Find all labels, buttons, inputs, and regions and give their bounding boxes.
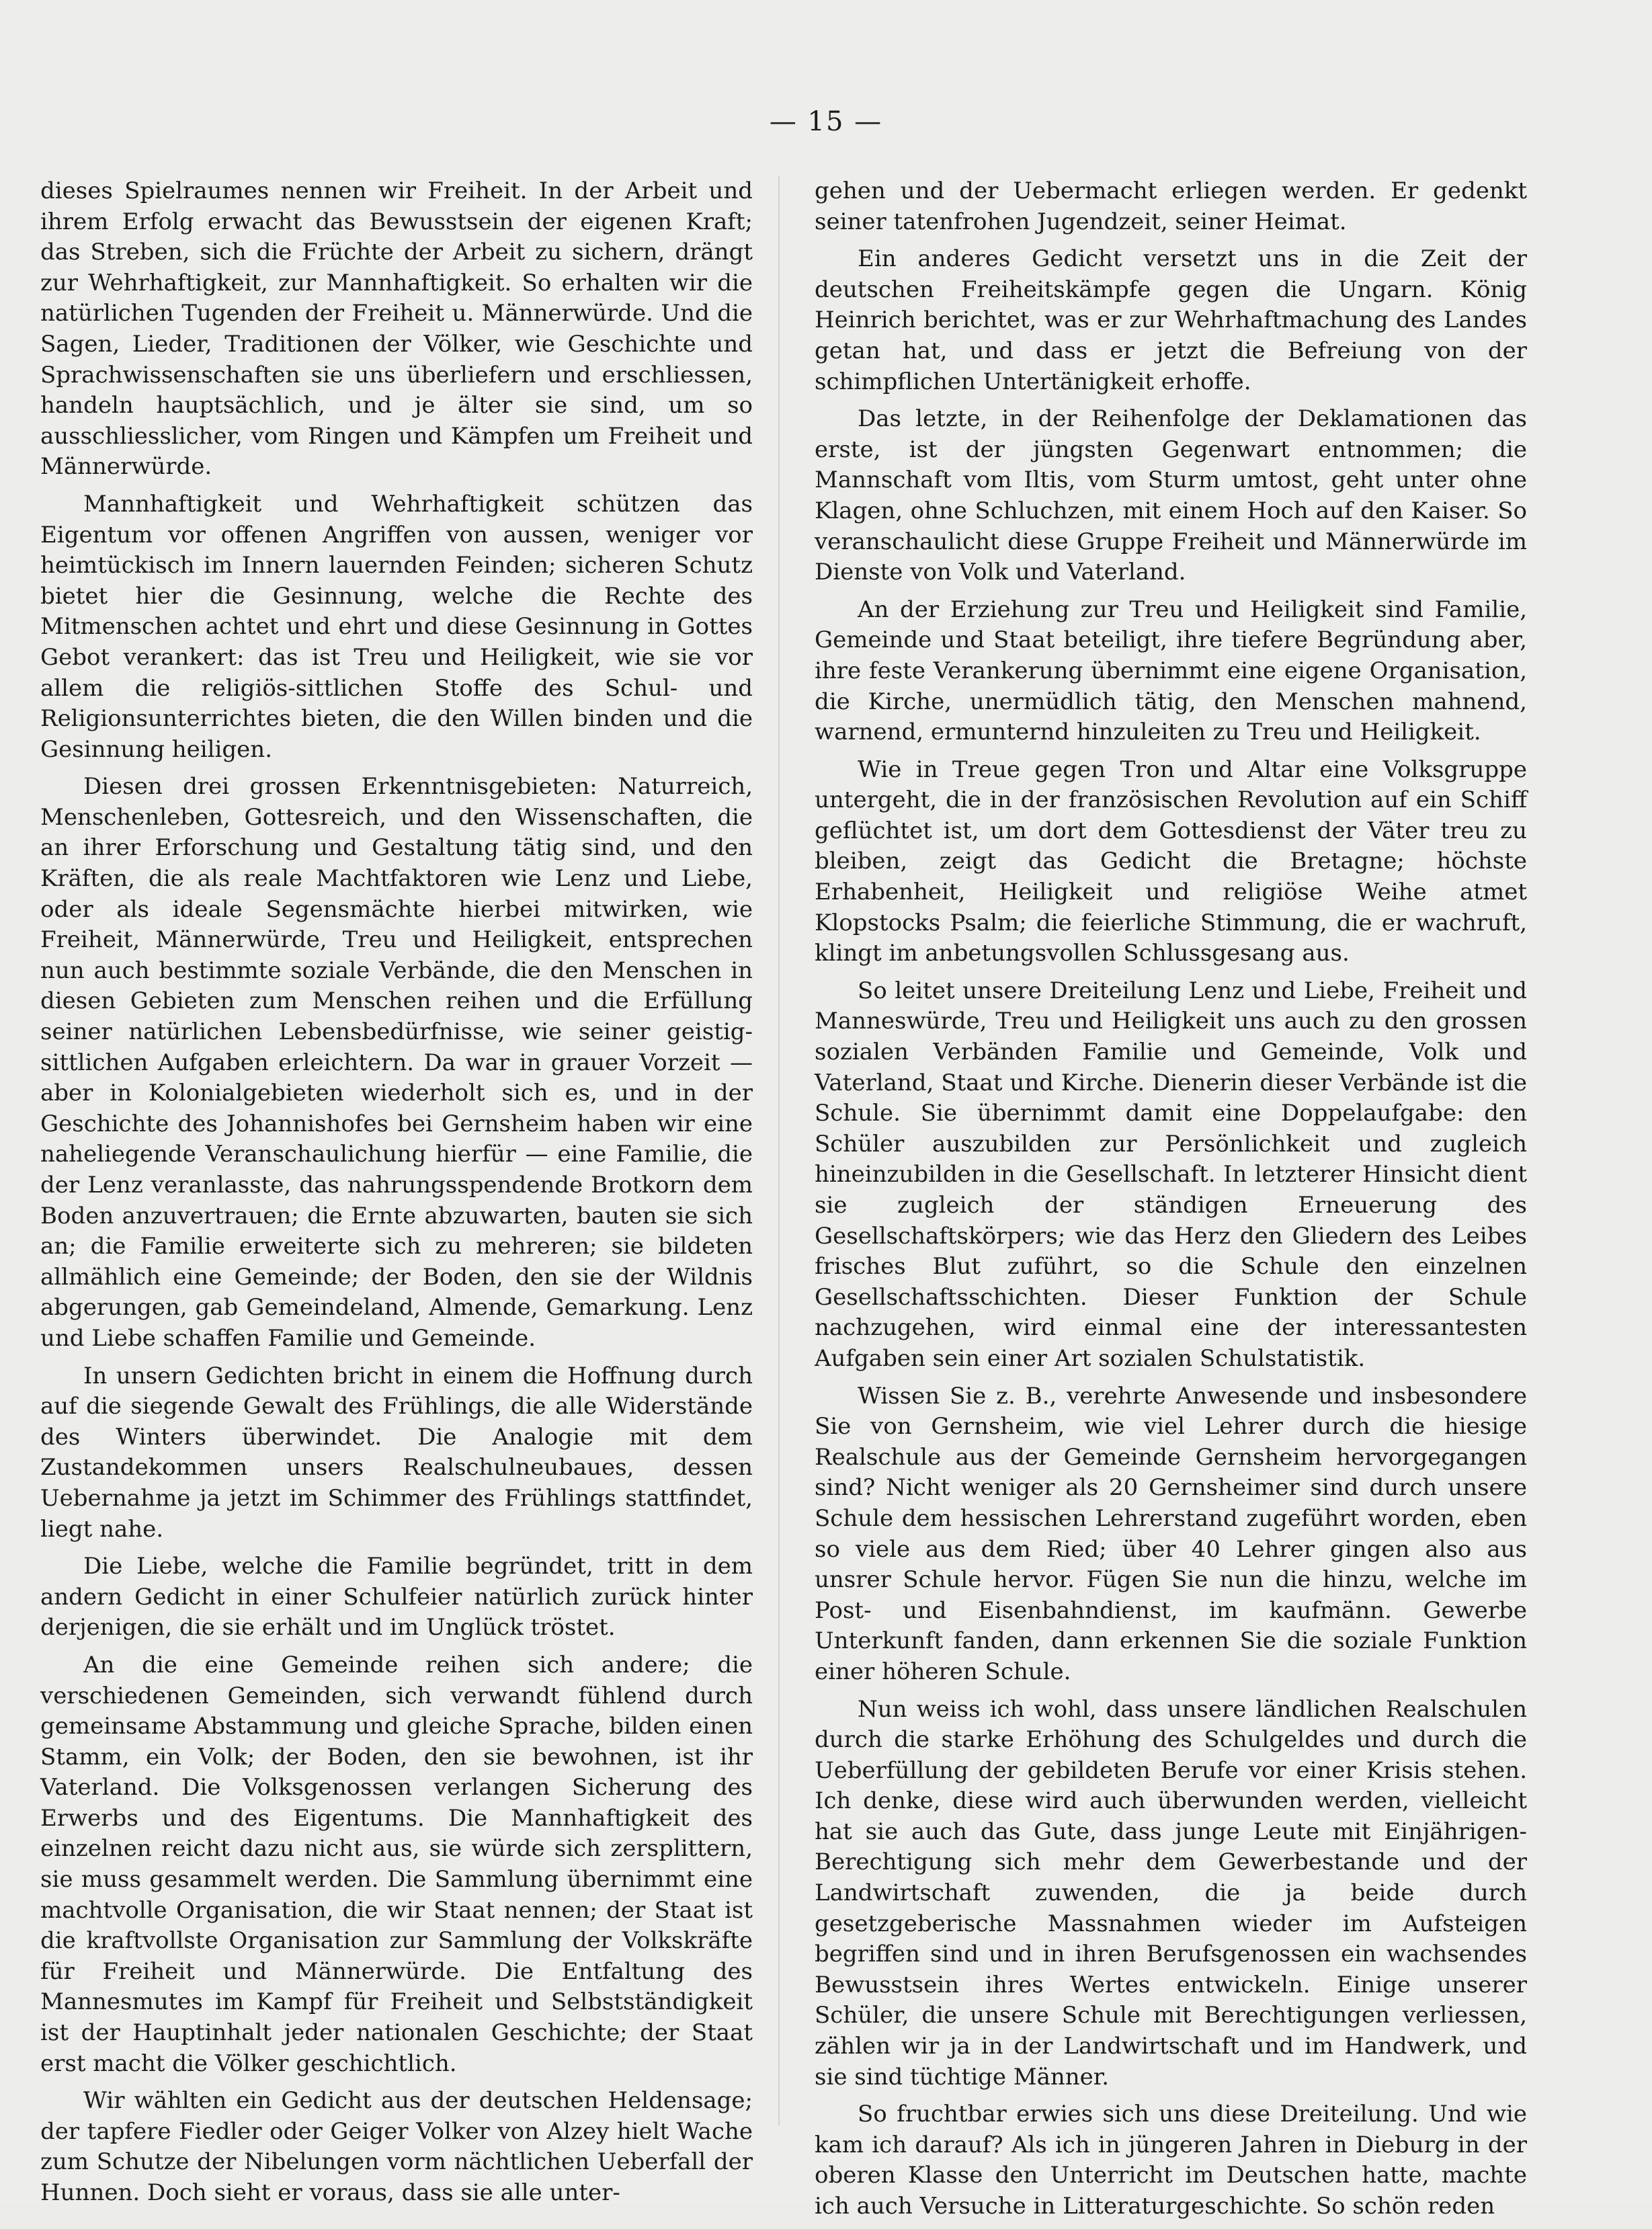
paragraph: An der Erziehung zur Treu und Heiligkeit sind Familie, Gemeinde und Staat beteiligt, ihre tiefere Begründung aber, ihre feste Verankerung übernimmt eine eigene Organisation, die Kirche, unermüdlich tätig, den Menschen mahnend, warnend, ermunternd hinzuleiten zu Treu und Heiligkeit. xyxy=(815,596,1527,746)
paragraph: Das letzte, in der Reihenfolge der Deklamationen das erste, ist der jüngsten Gegenwart entnommen; die Mannschaft vom Iltis, vom Sturm umtost, geht unter ohne Klagen, ohne Schluchzen, mit einem Hoch auf den Kaiser. So veranschaulicht diese Gruppe Freiheit und Männerwürde im Dienste von Volk und Vaterland. xyxy=(815,405,1527,586)
paragraph: dieses Spielraumes nennen wir Freiheit. In der Arbeit und ihrem Erfolg erwacht das Bewusstsein der eigenen Kraft; das Streben, sich die Früchte der Arbeit zu sichern, drängt zur Wehrhaftigkeit, zur Mannhaftigkeit. So erhalten wir die natürlichen Tugenden der Freiheit u. Männerwürde. Und die Sagen, Lieder, Traditionen der Völker, wie Geschichte und Sprachwissenschaften sie uns überliefern und erschliessen, handeln hauptsächlich, und je älter sie sind, um so ausschliesslicher, vom Ringen und Kämpfen um Freiheit und Männerwürde. xyxy=(40,177,753,481)
paragraph: So fruchtbar erwies sich uns diese Dreiteilung. Und wie kam ich darauf? Als ich in jüngeren Jahren in Dieburg in der oberen Klasse den Unterricht im Deutschen hatte, machte ich auch Versuche in Litteraturgeschichte. So schön reden xyxy=(815,2101,1527,2220)
paragraph: An die eine Gemeinde reihen sich andere; die verschiedenen Gemeinden, sich verwandt fühlend durch gemeinsame Abstammung und gleiche Sprache, bilden einen Stamm, ein Volk; der Boden, den sie bewohnen, ist ihr Vaterland. Die Volksgenossen verlangen Sicherung des Erwerbs und des Eigentums. Die Mannhaftigkeit des einzelnen reicht dazu nicht aus, sie würde sich zersplittern, sie muss gesammelt werden. Die Sammlung übernimmt eine machtvolle Organisation, die wir Staat nennen; der Staat ist die kraftvollste Organisation zur Sammlung der Volkskräfte für Freiheit und Männerwürde. Die Entfaltung des Mannesmutes im Kampf für Freiheit und Selbstständigkeit ist der Hauptinhalt jeder nationalen Geschichte; der Staat erst macht die Völker geschichtlich. xyxy=(40,1651,753,2077)
paragraph: So leitet unsere Dreiteilung Lenz und Liebe, Freiheit und Manneswürde, Treu und Heiligkeit uns auch zu den grossen sozialen Verbänden Familie und Gemeinde, Volk und Vaterland, Staat und Kirche. Dienerin dieser Verbände ist die Schule. Sie übernimmt damit eine Doppelaufgabe: den Schüler auszubilden zur Persönlichkeit und zugleich hineinzubilden in die Gesellschaft. In letzterer Hinsicht dient sie zugleich der ständigen Erneuerung des Gesellschaftskörpers; wie das Herz den Gliedern des Leibes frisches Blut zuführt, so die Schule den einzelnen Gesellschaftsschichten. Dieser Funktion der Schule nachzugehen, wird einmal eine der interessantesten Aufgaben sein einer Art sozialen Schulstatistik. xyxy=(815,977,1527,1372)
paragraph: Diesen drei grossen Erkenntnisgebieten: Naturreich, Menschenleben, Gottesreich, und den Wissenschaften, die an ihrer Erforschung und Gestaltung tätig sind, und den Kräften, die als reale Machtfaktoren wie Lenz und Liebe, oder als ideale Segensmächte hierbei mitwirken, wie Freiheit, Männerwürde, Treu und Heiligkeit, entsprechen nun auch bestimmte soziale Verbände, die den Menschen in diesen Gebieten zum Menschen reihen und die Erfüllung seiner natürlichen Lebensbedürfnisse, wie seiner geistig-sittlichen Aufgaben erleichtern. Da war in grauer Vorzeit — aber in Kolonialgebieten wiederholt sich es, und in der Geschichte des Johannishofes bei Gernsheim haben wir eine naheliegende Veranschaulichung hierfür — eine Familie, die der Lenz veranlasste, das nahrungsspendende Brotkorn dem Boden anzuvertrauen; die Ernte abzuwarten, bauten sie sich an; die Familie erweiterte sich zu mehreren; sie bildeten allmählich eine Gemeinde; der Boden, den sie der Wildnis abgerungen, gab Gemeindeland, Almende, Gemarkung. Lenz und Liebe schaffen Familie und Gemeinde. xyxy=(40,773,753,1352)
paragraph: Wissen Sie z. B., verehrte Anwesende und insbesondere Sie von Gernsheim, wie viel Lehrer durch die hiesige Realschule aus der Gemeinde Gernsheim hervorgegangen sind? Nicht weniger als 20 Gernsheimer sind durch unsere Schule dem hessischen Lehrerstand zugeführt worden, eben so viele aus dem Ried; über 40 Lehrer gingen also aus unsrer Schule hervor. Fügen Sie nun die hinzu, welche im Post- und Eisenbahndienst, im kaufmänn. Gewerbe Unterkunft fanden, dann erkennen Sie die soziale Funktion einer höheren Schule. xyxy=(815,1382,1527,1685)
paragraph: Wir wählten ein Gedicht aus der deutschen Heldensage; der tapfere Fiedler oder Geiger Volker von Alzey hielt Wache zum Schutze der Nibelungen vorm nächtlichen Ueberfall der Hunnen. Doch sieht er voraus, dass sie alle unter- xyxy=(40,2087,753,2206)
paragraph: Mannhaftigkeit und Wehrhaftigkeit schützen das Eigentum vor offenen Angriffen von aussen, weniger vor heimtückisch im Innern lauernden Feinden; sicheren Schutz bietet hier die Gesinnung, welche die Rechte des Mitmenschen achtet und ehrt und diese Gesinnung in Gottes Gebot verankert: das ist Treu und Heiligkeit, wie sie vor allem die religiös-sittlichen Stoffe des Schul- und Religionsunterrichtes bieten, die den Willen binden und die Gesinnung heiligen. xyxy=(40,490,753,763)
page-number: — 15 — xyxy=(769,106,883,137)
column-divider xyxy=(778,176,780,2125)
paragraph: gehen und der Uebermacht erliegen werden. Er gedenkt seiner tatenfrohen Jugendzeit, seiner Heimat. xyxy=(815,177,1527,235)
paragraph: Die Liebe, welche die Familie begründet, tritt in dem andern Gedicht in einer Schulfeier natürlich zurück hinter derjenigen, die sie erhält und im Unglück tröstet. xyxy=(40,1553,753,1642)
paragraph: In unsern Gedichten bricht in einem die Hoffnung durch auf die siegende Gewalt des Frühlings, die alle Widerstände des Winters überwindet. Die Analogie mit dem Zustandekommen unsers Realschulneubaues, dessen Uebernahme ja jetzt im Schimmer des Frühlings stattfindet, liegt nahe. xyxy=(40,1362,753,1543)
right-column xyxy=(815,176,1527,2229)
left-column xyxy=(40,176,753,2216)
paragraph: Ein anderes Gedicht versetzt uns in die Zeit der deutschen Freiheitskämpfe gegen die Ungarn. König Heinrich berichtet, was er zur Wehrhaftmachung des Landes getan hat, und dass er jetzt die Befreiung von der schimpflichen Untertänigkeit erhoffe. xyxy=(815,245,1527,395)
paragraph: Wie in Treue gegen Tron und Altar eine Volksgruppe untergeht, die in der französischen Revolution auf ein Schiff geflüchtet ist, um dort dem Gottesdienst der Väter treu zu bleiben, zeigt das Gedicht die Bretagne; höchste Erhabenheit, Heiligkeit und religiöse Weihe atmet Klopstocks Psalm; die feierliche Stimmung, die er wachruft, klingt im anbetungsvollen Schlussgesang aus. xyxy=(815,756,1527,967)
paragraph: Nun weiss ich wohl, dass unsere ländlichen Realschulen durch die starke Erhöhung des Schulgeldes und durch die Ueberfüllung der gebildeten Berufe vor einer Krisis stehen. Ich denke, diese wird auch überwunden werden, vielleicht hat sie auch das Gute, dass junge Leute mit Einjährigen-Berechtigung sich mehr dem Gewerbestande und der Landwirtschaft zuwenden, die ja beide durch gesetzgeberische Massnahmen wieder im Aufsteigen begriffen sind und in ihren Berufsgenossen ein wachsendes Bewusstsein ihres Wertes entwickeln. Einige unserer Schüler, die unsere Schule mit Berechtigungen verliessen, zählen wir ja in der Landwirtschaft und im Handwerk, und sie sind tüchtige Männer. xyxy=(815,1695,1527,2091)
